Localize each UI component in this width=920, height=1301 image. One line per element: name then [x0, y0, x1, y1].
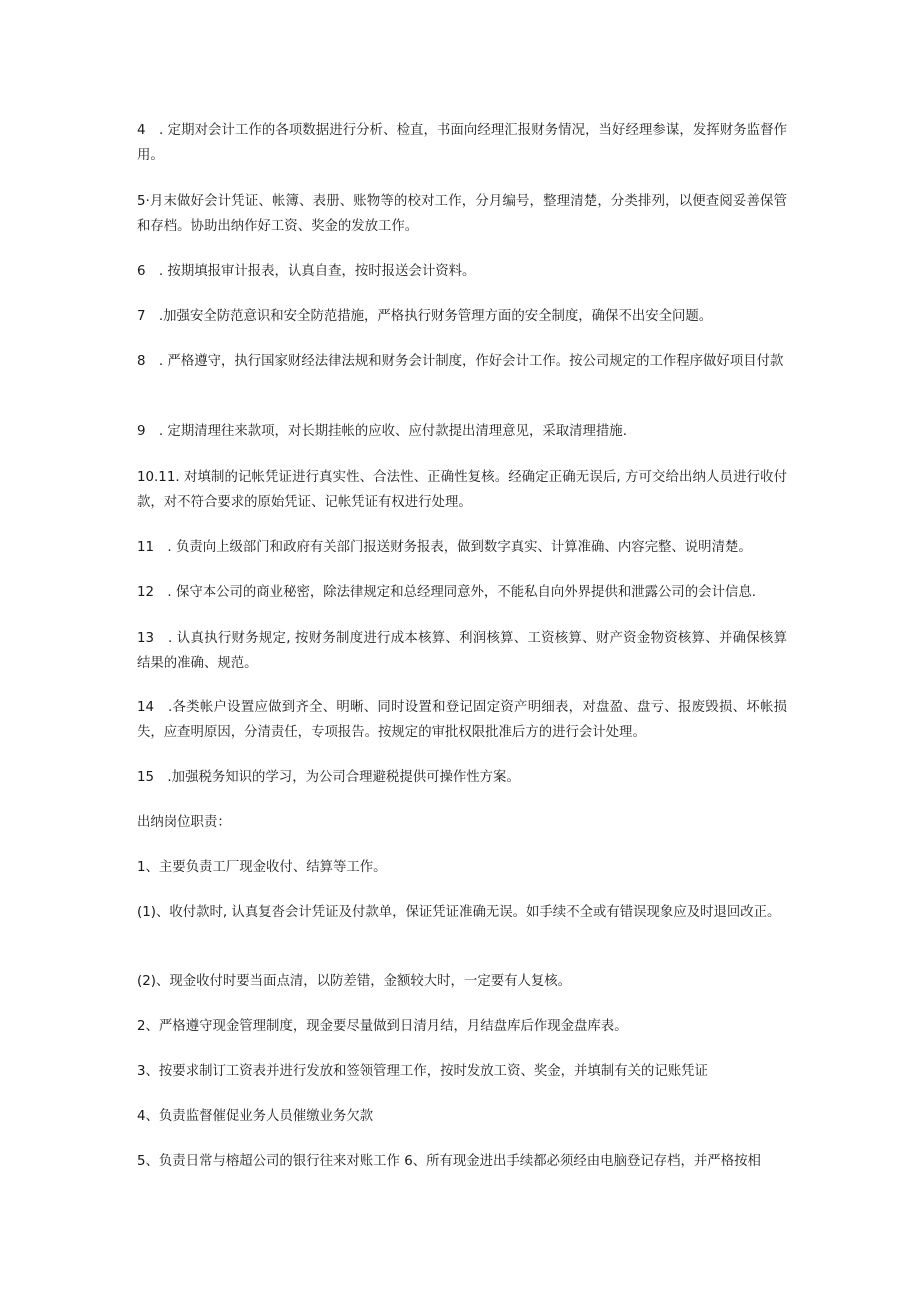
- paragraph-item-4: 4 . 定期对会计工作的各项数据进行分析、检直，书面向经理汇报财务情况，当好经理参谋，发挥财务监督作用。: [137, 123, 787, 163]
- paragraph-item-8: 8 . 严格遵守，执行国家财经法律法规和财务会计制度，作好会计工作。按公司规定的工作程序做好项目付款: [137, 354, 784, 369]
- cashier-duty-3: 3、按要求制订工资表并进行发放和签领管理工作，按时发放工资、奖金，并填制有关的记账凭证: [137, 1064, 708, 1079]
- paragraph-item-9: 9 . 定期清理往来款项，对长期挂帐的应收、应付款提出清理意见，采取清理措施.: [137, 424, 627, 439]
- paragraph-item-10-11: 10.11. 对填制的记帐凭证进行真实性、合法性、正确性复核。经确定正确无误后, 方可交给出纳人员进行收付款，对不符合要求的原始凭证、记帐凭证有权进行处理。: [137, 470, 787, 510]
- cashier-duty-5-6: 5、负责日常与榕超公司的银行往来对账工作 6、所有现金进出手续都必须经由电脑登记存档，并严格按相: [137, 1154, 761, 1169]
- paragraph-item-15: 15 .加强税务知识的学习，为公司合理避税提供可操作性方案。: [137, 770, 520, 785]
- paragraph-item-11: 11 . 负责向上级部门和政府有关部门报送财务报表，做到数字真实、计算准确、内容完整、说明清楚。: [137, 540, 752, 555]
- cashier-duty-4: 4、负责监督催促业务人员催缴业务欠款: [137, 1109, 374, 1124]
- paragraph-item-7: 7 .加强安全防范意识和安全防范措施，严格执行财务管理方面的安全制度，确保不出安全问题。: [137, 309, 713, 324]
- section-heading-cashier-duties: 出纳岗位职责：: [137, 815, 231, 830]
- cashier-duty-1-sub-2: (2)、现金收付时要当面点清，以防差错，金额较大时，一定要有人复核。: [137, 974, 572, 989]
- paragraph-item-6: 6 . 按期填报审计报表，认真自查，按时报送会计资料。: [137, 264, 476, 279]
- paragraph-item-14: 14 .各类帐户设置应做到齐全、明晰、同时设置和登记固定资产明细表，对盘盈、盘亏、报废毁损、坏帐损失，应查明原因，分清责任，专项报告。按规定的审批权限批准后方的进行会计处理。: [137, 700, 787, 740]
- cashier-duty-1: 1、主要负责工厂现金收付、结算等工作。: [137, 860, 387, 875]
- cashier-duty-2: 2、严格遵守现金管理制度，现金要尽量做到日清月结，月结盘库后作现金盘库表。: [137, 1019, 628, 1034]
- paragraph-item-5: 5·月末做好会计凭证、帐簿、表册、账物等的校对工作，分月编号，整理清楚，分类排列，以便查阅妥善保管和存档。协助出纳作好工资、奖金的发放工作。: [137, 194, 787, 234]
- cashier-duty-1-sub-1: (1)、收付款时, 认真复沓会计凭证及付款单，保证凭证准确无误。如手续不全或有错误现象应及时退回改正。: [137, 905, 781, 920]
- paragraph-item-12: 12 . 保守本公司的商业秘密，除法律规定和总经理同意外，不能私自向外界提供和泄露公司的会计信息.: [137, 585, 756, 600]
- paragraph-item-13: 13 . 认真执行财务规定, 按财务制度进行成本核算、利润核算、工资核算、财产资金物资核算、并确保核算结果的准确、规范。: [137, 631, 787, 671]
